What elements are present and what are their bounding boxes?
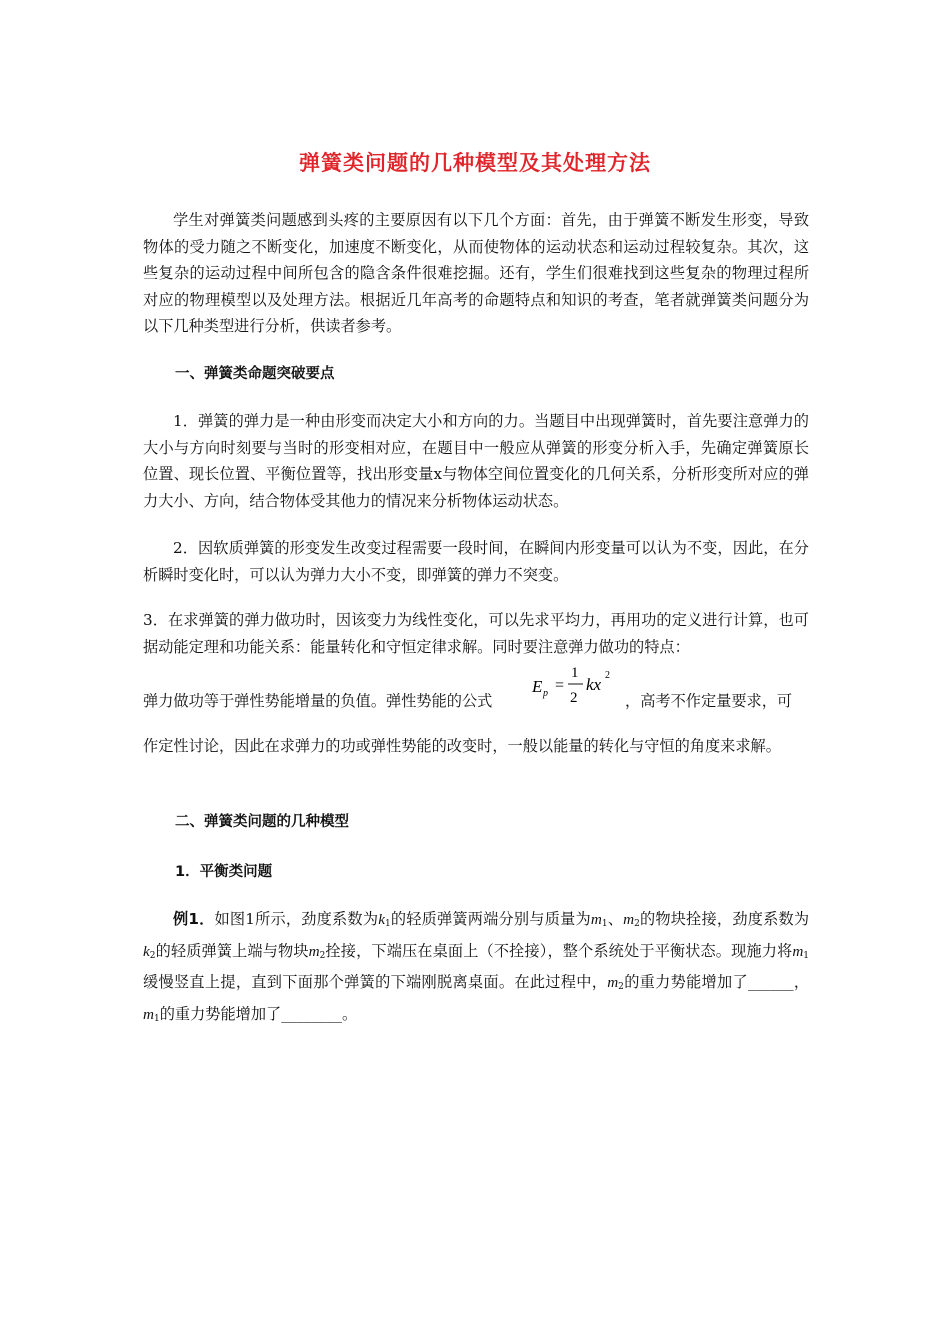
example1-paragraph <box>143 906 809 1032</box>
formula-rhs: kx <box>586 675 602 694</box>
ex-text-3: 、 <box>607 910 624 928</box>
ex-text-7: 拴接，下端压在桌面上（不拴接），整个系统处于平衡状态。现施力将 <box>325 941 793 960</box>
point3-paragraph: 3．在求弹簧的弹力做功时，因该变力为线性变化，可以先求平均力，再用功的定义进行计算，也可据动能定理和功能关系：能量转化和守恒定律求解。同时要注意弹力做功的特点： <box>143 611 809 656</box>
intro-paragraph: 学生对弹簧类问题感到头疼的主要原因有以下几个方面：首先，由于弹簧不断发生形变，导致物体的受力随之不断变化，加速度不断变化，从而使物体的运动状态和运动过程较复杂。其次，这些复杂的运动过程中间所包含的隐含条件很难挖掘。还有，学生们很难找到这些复杂的物理过程所对应的物理模型以及处理方法。根据近几年高考的命题特点和知识的考查，笔者就弹簧类问题分为以下几种类型进行分析，供读者参考。 <box>143 211 809 335</box>
ex-text-4: 的物块拴接， <box>639 910 733 928</box>
ex-text-2: 的轻质弹簧两端分别与质量为 <box>390 910 591 928</box>
ex-text-5: 劲度系数为 <box>732 910 810 928</box>
formula-svg <box>530 657 620 709</box>
point3-continuation: 作定性讨论，因此在求弹力的功或弹性势能的改变时，一般以能量的转化与守恒的角度来求解。 <box>143 737 781 755</box>
ex-text-1: 如图1所示，劲度系数为 <box>214 910 379 928</box>
var-k2-sub: 2 <box>149 950 156 961</box>
point1-paragraph: 1．弹簧的弹力是一种由形变而决定大小和方向的力。当题目中出现弹簧时，首先要注意弹力的大小与方向时刻要与当时的形变相对应，在题目中一般应从弹簧的形变分析入手，先确定弹簧原长位置、现长位置、平衡位置等，找出形变量x与物体空间位置变化的几何关系，分析形变所对应的弹力大小、方向，结合物体受其他力的情况来分析物体运动状态。 <box>143 412 809 510</box>
point2-paragraph: 2．因软质弹簧的形变发生改变过程需要一段时间，在瞬间内形变量可以认为不变，因此，在分析瞬时变化时，可以认为弹力大小不变，即弹簧的弹力不突变。 <box>143 539 809 584</box>
var-m2b-sub: 2 <box>319 950 326 961</box>
ex-text-9: 的重力势能增加了______， <box>623 973 810 991</box>
formula-num: 1 <box>571 665 579 681</box>
var-m1-sub: 1 <box>601 919 608 929</box>
example-label: 例1． <box>173 910 215 928</box>
var-m2b: m <box>308 942 320 960</box>
ex-text-8: 缓慢竖直上提，直到下面那个弹簧的下端刚脱离桌面。在此过程中， <box>143 973 608 991</box>
var-m2c: m <box>607 974 619 991</box>
page-title: 弹簧类问题的几种模型及其处理方法 <box>299 151 651 175</box>
var-k1-sub: 1 <box>384 919 391 929</box>
var-m2-sub: 2 <box>634 919 640 929</box>
var-m1: m <box>590 911 602 928</box>
var-m1c-sub: 1 <box>153 1013 160 1024</box>
var-m1b-sub: 1 <box>803 950 810 961</box>
var-m2c-sub: 2 <box>618 982 624 992</box>
section1-heading: 一、弹簧类命题突破要点 <box>175 366 335 382</box>
formula-eq: = <box>555 677 565 694</box>
var-k2: k <box>143 942 150 960</box>
formula-sub: p <box>543 688 548 699</box>
var-k1: k <box>378 911 385 928</box>
formula-exp: 2 <box>605 670 610 681</box>
var-m2: m <box>623 911 635 928</box>
elastic-energy-formula <box>530 657 620 709</box>
subsection-equilibrium: 1．平衡类问题 <box>175 864 273 880</box>
var-m1c: m <box>143 1005 154 1023</box>
var-m1b: m <box>792 942 804 960</box>
formula-den: 2 <box>570 690 578 706</box>
point3-formula-lead: 弹力做功等于弹性势能增量的负值。弹性势能的公式 <box>143 692 493 710</box>
point3-formula-tail: ，高考不作定量要求，可 <box>625 692 793 710</box>
formula-lhs: E <box>532 677 543 696</box>
ex-text-10: 的重力势能增加了________。 <box>159 1004 358 1023</box>
section2-heading: 二、弹簧类问题的几种模型 <box>175 814 349 830</box>
ex-text-6: 的轻质弹簧上端与物块 <box>155 941 309 960</box>
